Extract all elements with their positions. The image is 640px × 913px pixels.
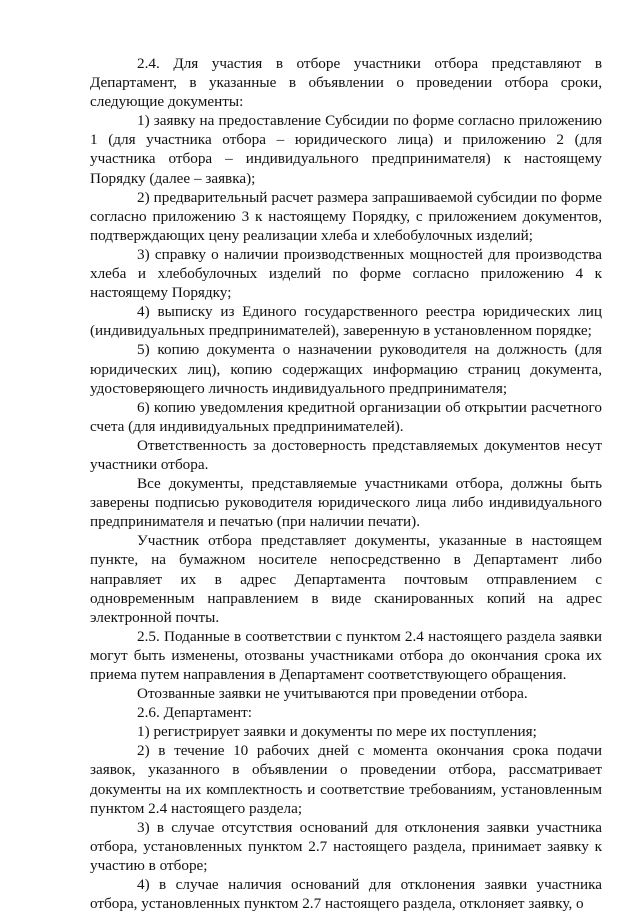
list-item-register: 1) регистрирует заявки и документы по мере их поступления;	[137, 723, 537, 741]
list-item-application: 1) заявку на предоставление Субсидии по форме согласно приложению 1 (для участника отбора – юридического лица) и приложению 2 (для участника отбора – индивидуального предпринимателя) к настоящему Порядку (далее – заявка);	[90, 112, 602, 187]
list-item-reject: 4) в случае наличия оснований для отклонения заявки участника отбора, установленных пунктом 2.7 настоящего раздела, отклоняет заявку, о	[90, 876, 602, 913]
list-item-subsidy-calculation: 2) предварительный расчет размера запрашиваемой субсидии по форме согласно приложению 3 к настоящему Порядку, с приложением документов, подтверждающих цену реализации хлеба и хлебобулочных изделий;	[90, 188, 602, 244]
list-item-accept: 3) в случае отсутствия оснований для отклонения заявки участника отбора, установленных пунктом 2.7 настоящего раздела, принимает заявку к участию в отборе;	[90, 818, 602, 874]
list-item-bank-notice: 6) копию уведомления кредитной организации об открытии расчетного счета (для индивидуальных предпринимателей).	[90, 398, 602, 435]
list-item-review: 2) в течение 10 рабочих дней с момента окончания срока подачи заявок, указанного в объявлении о проведении отбора, рассматривает документы на их комплектность и соответствие требованиям, установленным пунктом 2.4 настоящего раздела;	[90, 742, 602, 817]
paragraph-2-4-intro: 2.4. Для участия в отборе участники отбора представляют в Департамент, в указанные в объявлении о проведении отбора сроки, следующие документы:	[90, 55, 602, 111]
paragraph-withdrawn: Отозванные заявки не учитываются при проведении отбора.	[137, 685, 528, 703]
paragraph-responsibility: Ответственность за достоверность представляемых документов несут участники отбора.	[90, 436, 602, 473]
paragraph-certification: Все документы, представляемые участниками отбора, должны быть заверены подписью руководителя юридического лица либо индивидуального предпринимателя и печатью (при наличии печати).	[90, 475, 602, 531]
list-item-registry-extract: 4) выписку из Единого государственного реестра юридических лиц (индивидуальных предпринимателей), заверенную в установленном порядке;	[90, 303, 602, 340]
list-item-appointment-copy: 5) копию документа о назначении руководителя на должность (для юридических лиц), копию содержащих информацию страниц документа, удостоверяющего личность индивидуального предпринимателя;	[90, 341, 602, 397]
paragraph-submission: Участник отбора представляет документы, указанные в настоящем пункте, на бумажном носителе непосредственно в Департамент либо направляет их в адрес Департамента почтовым отправлением с одновременным направлением в виде сканированных копий на адрес электронной почты.	[90, 532, 602, 626]
document-page	[90, 54, 602, 913]
paragraph-2-5: 2.5. Поданные в соответствии с пунктом 2.4 настоящего раздела заявки могут быть изменены, отозваны участниками отбора до окончания срока их приема путем направления в Департамент соответствующего обращения.	[90, 627, 602, 683]
paragraph-2-6-heading: 2.6. Департамент:	[137, 704, 253, 722]
list-item-capacity-certificate: 3) справку о наличии производственных мощностей для производства хлеба и хлебобулочных изделий по форме согласно приложению 4 к настоящему Порядку;	[90, 245, 602, 302]
